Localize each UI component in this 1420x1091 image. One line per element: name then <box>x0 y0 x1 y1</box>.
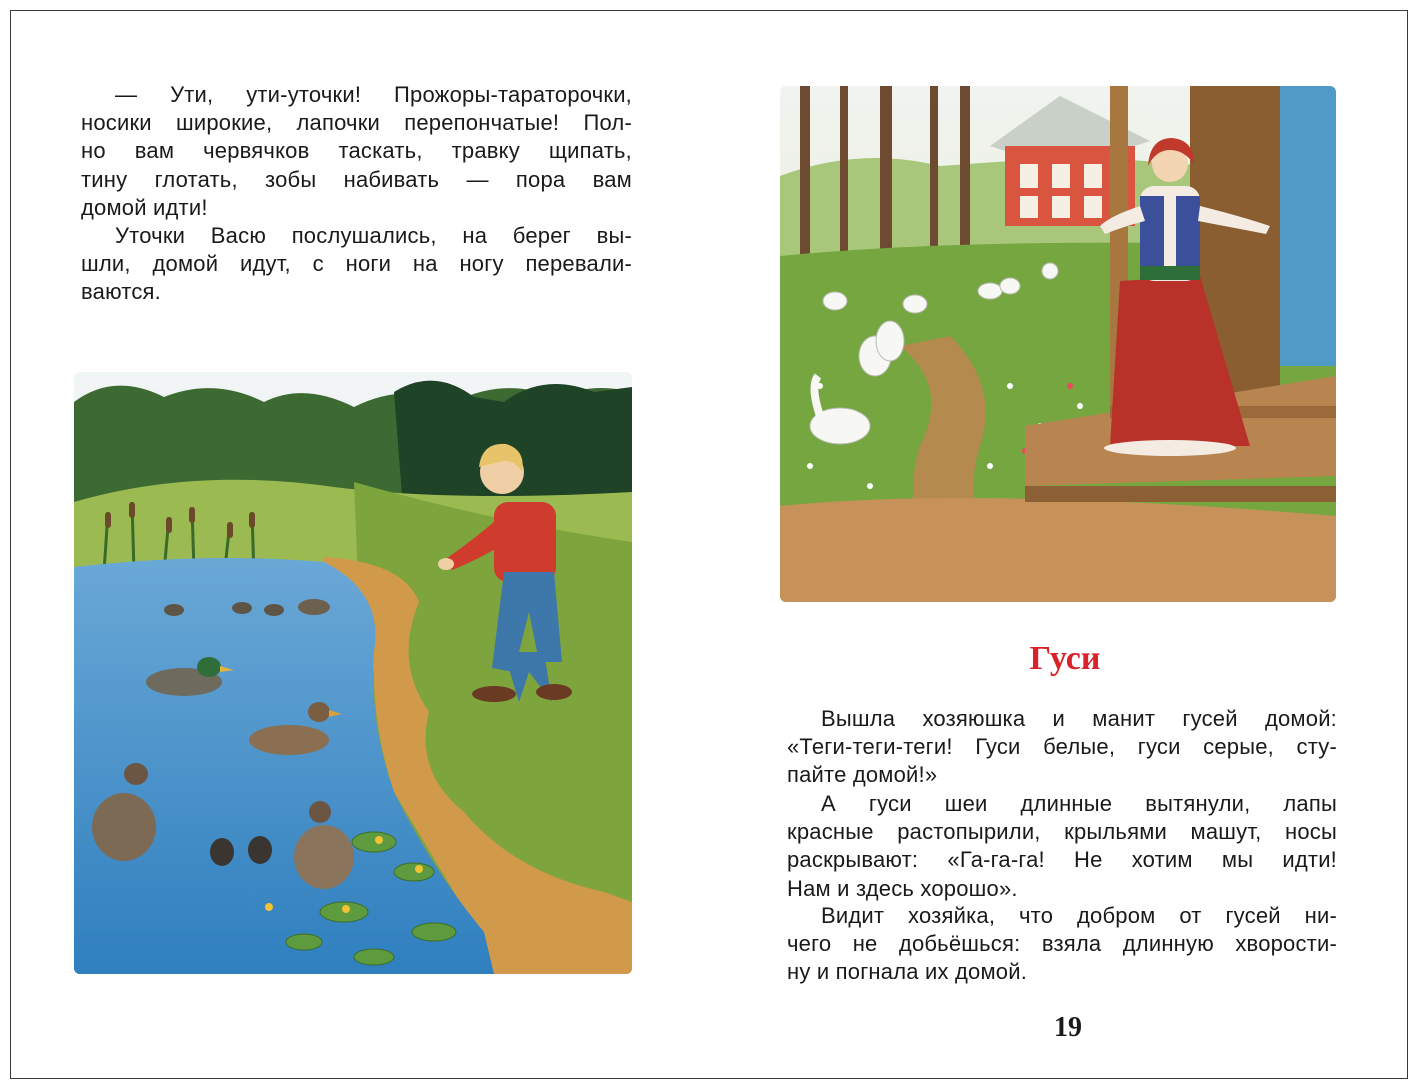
left-paragraph-2 <box>81 222 632 307</box>
text-line: Нам и здесь хорошо». <box>787 875 1018 901</box>
text-line: А гуси шеи длинные вытянули, лапы <box>821 791 1337 816</box>
text-line: Видит хозяйка, что добром от гусей ни- <box>821 903 1337 928</box>
text-line: — Ути, ути-уточки! Прожоры-тараторочки, <box>115 82 632 107</box>
page-number: 19 <box>1054 1012 1082 1043</box>
pond-scene-svg <box>74 372 632 974</box>
text-line: шли, домой идут, с ноги на ногу перевали- <box>81 251 632 277</box>
text-line: раскрывают: «Га-га-га! Не хотим мы идти! <box>787 847 1337 873</box>
text-line: ну и погнала их домой. <box>787 959 1028 985</box>
village-scene-svg <box>780 86 1336 602</box>
right-paragraph-3 <box>787 902 1337 987</box>
right-paragraph-2 <box>787 790 1337 903</box>
text-line: «Теги-теги-теги! Гуси белые, гуси серые, сту- <box>787 734 1337 760</box>
village-woman-geese-illustration <box>780 86 1336 602</box>
pond-ducks-boy-illustration <box>74 372 632 974</box>
right-paragraph-1 <box>787 705 1337 790</box>
text-line: но вам червячков таскать, травку щипать, <box>81 138 632 164</box>
text-line: носики широкие, лапочки перепончатые! Пол- <box>81 110 632 136</box>
left-paragraph-1 <box>81 81 632 222</box>
text-line: красные растопырили, крыльями машут, носы <box>787 819 1337 845</box>
text-line: чего не добьёшься: взяла длинную хворости- <box>787 931 1337 957</box>
text-line: тину глотать, зобы набивать — пора вам <box>81 166 632 192</box>
text-line: ваются. <box>81 279 161 305</box>
text-line: домой идти! <box>81 194 208 220</box>
story-title: Гуси <box>1029 640 1101 677</box>
text-line: Уточки Васю послушались, на берег вы- <box>115 223 632 248</box>
text-line: Вышла хозяюшка и манит гусей домой: <box>821 706 1337 731</box>
text-line: пайте домой!» <box>787 762 938 788</box>
